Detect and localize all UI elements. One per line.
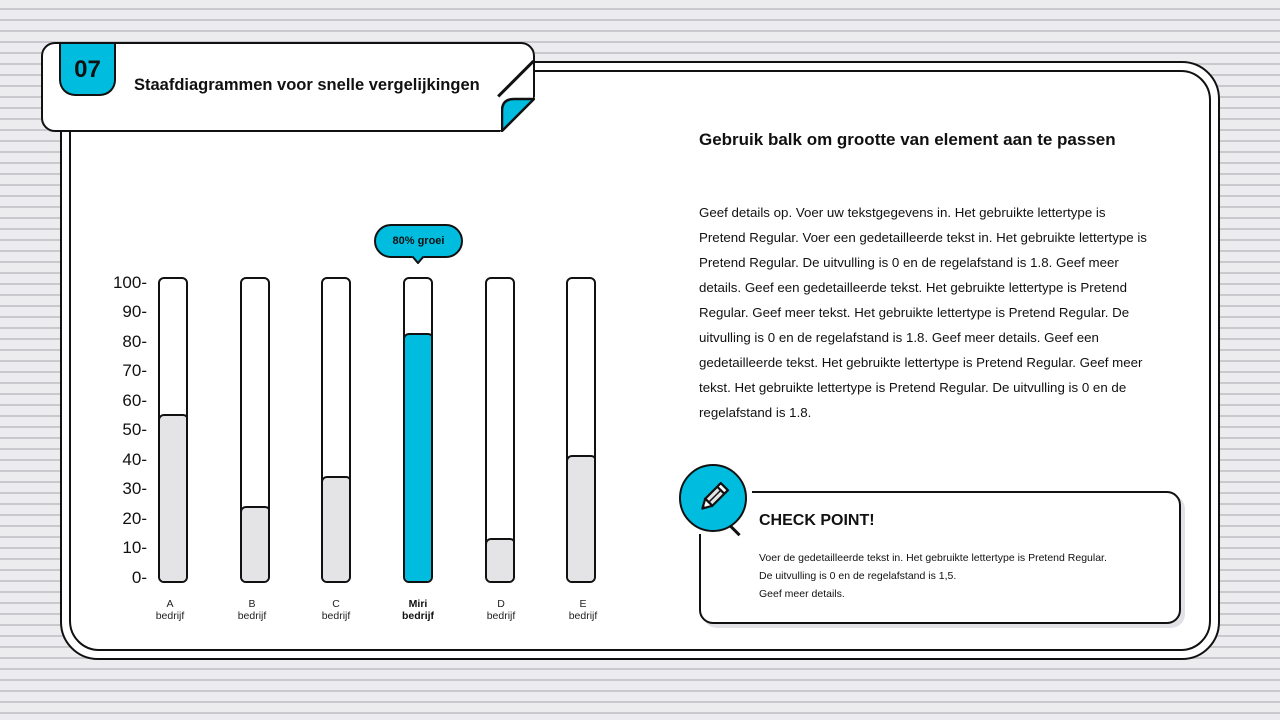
bar-a[interactable] [158,277,188,583]
y-tick: 60- [122,391,147,410]
bar-fill [240,506,270,581]
bar-label-miri: Miri bedrijf [401,598,435,622]
body-paragraph: Geef details op. Voer uw tekstgegevens in. Het gebruikte lettertype is Pretend Regular. Voer een gedetailleerde tekst in. Het gebruikte lettertype is Pretend Regular. De uitvulling is 0 en de regelafstand is 1.8. Geef meer details. Geef een gedetailleerde tekst. Het gebruikte lettertype is Pretend Regular. Geef meer tekst. Het gebruikte lettertype is Pretend Regular. De uitvulling is 0 en de regelafstand is 1.8. Geef meer details. Geef een gedetailleerde tekst. Het gebruikte lettertype is Pretend Regular. Geef meer tekst. Het gebruikte lettertype is Pretend Regular. De uitvulling is 0 en de regelafstand is 1.8. [699,205,1147,420]
growth-tooltip: 80% groei [374,224,463,258]
y-tick: 100- [112,273,147,292]
bar-b[interactable] [240,277,270,583]
section-heading: Gebruik balk om grootte van element aan te passen [699,130,1116,149]
checkpoint-text [759,549,1169,603]
tooltip-pointer-icon [412,256,424,264]
checkpoint-line: Voer de gedetailleerde tekst in. Het gebruikte lettertype is Pretend Regular. [759,552,1107,564]
bar-label-b: B bedrijf [237,598,267,622]
bar-fill [321,476,351,581]
bar-label-e: E bedrijf [568,598,598,622]
checkpoint-icon-circle [679,464,747,532]
folded-corner-icon [501,97,535,132]
pencil-icon [693,478,733,518]
section-number-badge: 07 [59,44,116,96]
bar-label-d: D bedrijf [486,598,516,622]
bar-label-c: C bedrijf [321,598,351,622]
bar-miri[interactable] [403,277,433,583]
bar-fill [485,538,515,581]
y-tick: 0- [131,568,147,587]
bar-fill [566,455,596,581]
checkpoint-line: Geef meer details. [759,588,845,600]
bar-d[interactable] [485,277,515,583]
y-tick: 80- [122,332,147,351]
bar-e[interactable] [566,277,596,583]
y-tick: 30- [122,479,147,498]
y-tick: 90- [122,302,147,321]
y-tick: 70- [122,361,147,380]
y-tick: 50- [122,420,147,439]
y-tick: 10- [122,538,147,557]
y-tick: 20- [122,509,147,528]
checkpoint-title: CHECK POINT! [759,512,875,529]
bar-fill-highlight [403,333,433,581]
bar-label-a: A bedrijf [155,598,185,622]
checkpoint-line: De uitvulling is 0 en de regelafstand is 1,5. [759,570,957,582]
page-title: Staafdiagrammen voor snelle vergelijkingen [134,76,480,94]
y-tick: 40- [122,450,147,469]
bar-c[interactable] [321,277,351,583]
bar-fill [158,414,188,581]
